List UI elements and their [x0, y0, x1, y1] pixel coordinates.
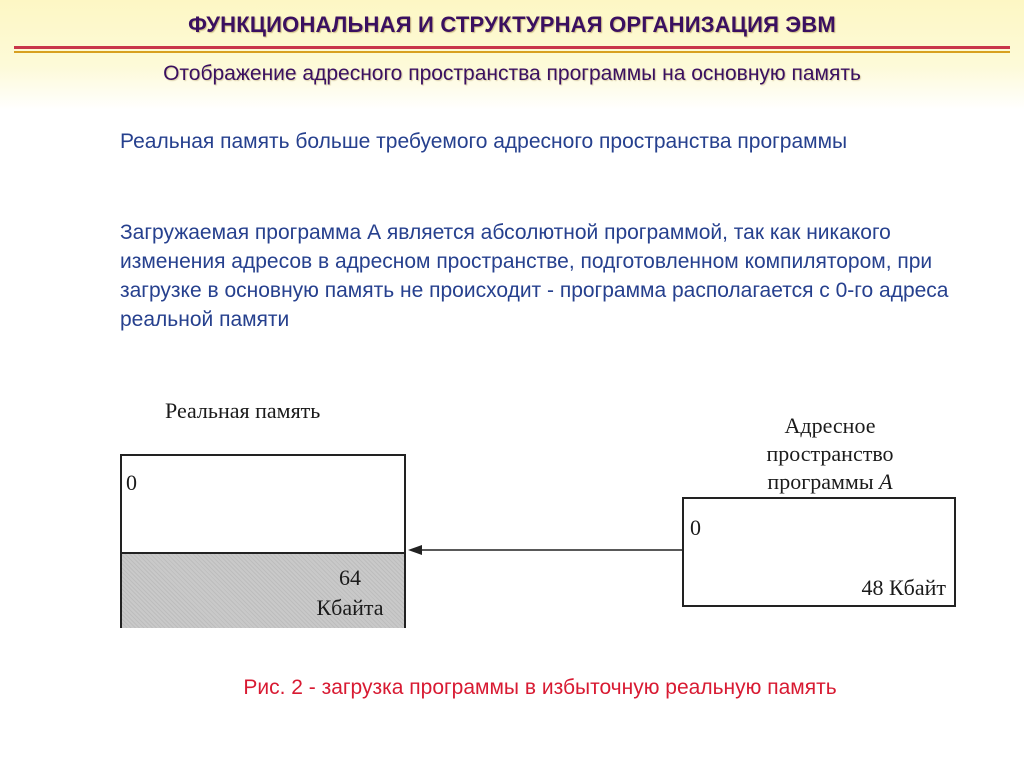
- real-memory-size-value: 64: [339, 565, 361, 590]
- title-divider-red: [14, 46, 1010, 49]
- real-memory-start-address: 0: [126, 470, 137, 495]
- address-space-label-program-letter: A: [879, 469, 893, 494]
- paragraph-absolute-program: Загружаемая программа А является абсолютной программой, так как никакого изменения адресов в адресном пространстве, подготовленном компилятором, при загрузке в основную память не происходит - программа располагается с 0-го адреса реальной памяти: [120, 221, 949, 331]
- mapping-arrow: [406, 538, 682, 562]
- paragraph-real-memory: Реальная память больше требуемого адресного пространства программы: [120, 130, 848, 153]
- address-space-size: 48 Кбайт: [861, 575, 946, 600]
- real-memory-size-unit: Кбайта: [316, 595, 384, 620]
- address-space-label-line1: Адресное: [784, 413, 876, 438]
- address-space-label-line2: пространство: [766, 441, 894, 466]
- address-space-label-line3: [700, 468, 960, 496]
- real-memory-label: Реальная память: [165, 398, 321, 423]
- address-space-label-program-word: программы: [767, 469, 874, 494]
- slide-subtitle: Отображение адресного пространства программы на основную память: [163, 62, 861, 85]
- address-space-start-address: 0: [690, 515, 701, 540]
- title-divider-gold: [14, 51, 1010, 53]
- mapping-arrow-head: [408, 545, 422, 555]
- real-memory-size: [304, 563, 396, 623]
- figure-caption: Рис. 2 - загрузка программы в избыточную реальную память: [243, 676, 837, 699]
- address-space-label: [700, 412, 960, 496]
- slide-title: ФУНКЦИОНАЛЬНАЯ И СТРУКТУРНАЯ ОРГАНИЗАЦИЯ ЭВМ: [188, 12, 836, 37]
